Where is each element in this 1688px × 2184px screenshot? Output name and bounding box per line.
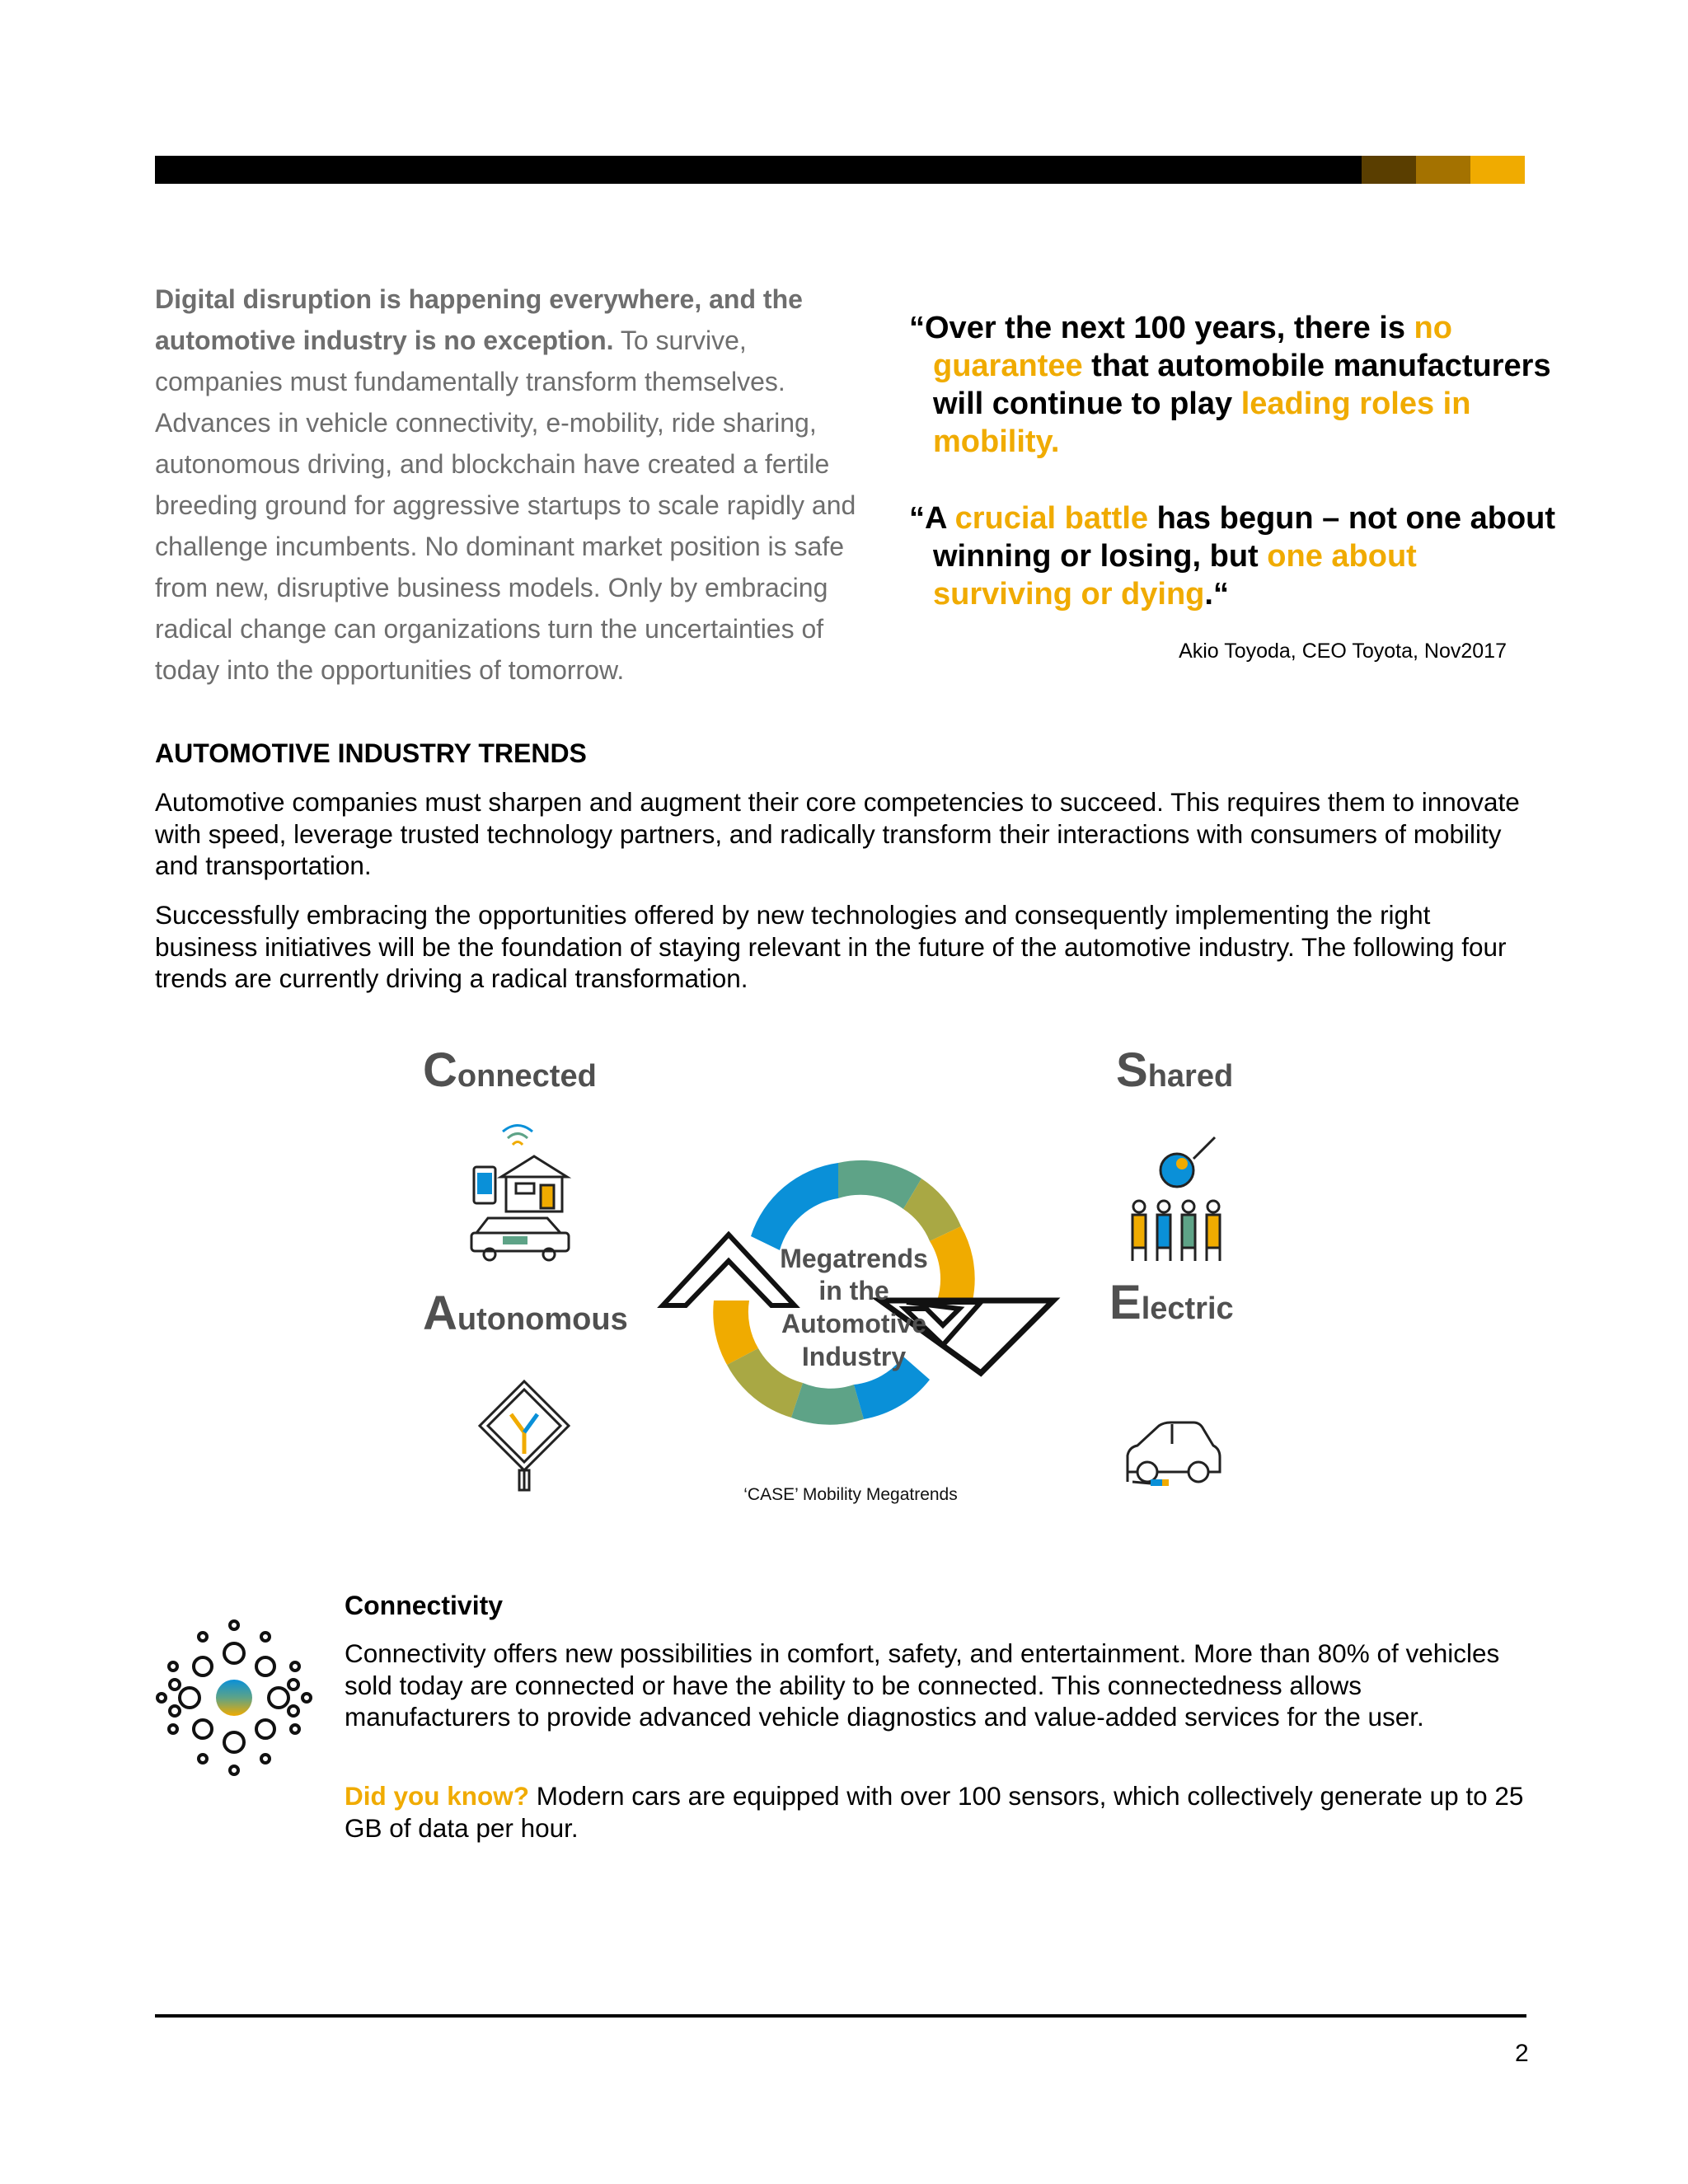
electric-icon bbox=[1128, 1422, 1220, 1486]
header-bar bbox=[155, 156, 1525, 184]
did-you-know bbox=[345, 1780, 1531, 1844]
trend-label-connected: Connected bbox=[423, 1045, 597, 1097]
autonomous-icon bbox=[480, 1381, 569, 1490]
quote-2-text-a: “A bbox=[909, 501, 955, 536]
quote-2-highlight-b: one about surviving or dying bbox=[933, 539, 1417, 612]
intro-body: To survive, companies must fundamentally transform themselves. Advances in vehicle connectivity, e-mobility, ride sharing, autonomous driving, and blockchain have created a fertile breeding ground for aggressive startups to scale rapidly and challenge incumbents. No dominant market position is safe from new, disruptive business models. Only by embracing radical change can organizations turn the uncertainties of today into the opportunities of tomorrow. bbox=[155, 326, 856, 685]
case-megatrends-diagram bbox=[402, 1045, 1276, 1515]
quote-1 bbox=[909, 309, 1559, 461]
connectivity-heading: Connectivity bbox=[345, 1591, 504, 1620]
diagram-caption: ‘CASE’ Mobility Megatrends bbox=[743, 1485, 958, 1504]
quote-2-highlight-a: crucial battle bbox=[954, 501, 1149, 536]
quote-1-text-a: “Over the next 100 years, there is bbox=[909, 311, 1414, 345]
quote-2-text-b: has begun – not one about winning or losing, but bbox=[933, 501, 1556, 574]
connectivity-body: Connectivity offers new possibilities in comfort, safety, and entertainment. More than 80% of vehicles sold today are connected or have the ability to be connected. This connectedness allows manufacturers to provide advanced vehicle diagnostics and value-added services for the user. bbox=[345, 1638, 1500, 1732]
body-paragraph-2: Successfully embracing the opportunities offered by new technologies and consequently implementing the right business initiatives will be the foundation of staying relevant in the future of the automotive industry. The following four trends are currently driving a radical transformation. bbox=[155, 900, 1507, 993]
trend-label-electric: Electric bbox=[1109, 1276, 1234, 1329]
shared-icon bbox=[1132, 1137, 1220, 1261]
center-line-1: Megatrends bbox=[780, 1244, 928, 1273]
trend-label-shared: Shared bbox=[1116, 1045, 1234, 1097]
connectivity-icon bbox=[153, 1617, 315, 1779]
quote-1-text-b: that automobile manufacturers will continue to play bbox=[933, 349, 1551, 421]
intro-lead: Digital disruption is happening everywhere, and the automotive industry is no exception. bbox=[155, 284, 803, 355]
header-swatch-dark bbox=[1362, 156, 1416, 184]
center-line-4: Industry bbox=[801, 1342, 907, 1371]
trend-label-autonomous: Autonomous bbox=[423, 1286, 628, 1340]
quote-attribution: Akio Toyoda, CEO Toyota, Nov2017 bbox=[1179, 640, 1507, 663]
quote-1-highlight-a: no guarantee bbox=[933, 311, 1452, 383]
did-you-know-text: Modern cars are equipped with over 100 sensors, which collectively generate up to 25 GB of data per hour. bbox=[345, 1781, 1524, 1843]
center-line-3: Automotive bbox=[781, 1309, 926, 1338]
connected-icon bbox=[471, 1126, 569, 1261]
ring-upper-blue bbox=[751, 1163, 838, 1250]
header-bar-black bbox=[155, 156, 1362, 184]
footer-rule bbox=[155, 2014, 1526, 2018]
header-swatch-gold bbox=[1470, 156, 1525, 184]
body-paragraph-1: Automotive companies must sharpen and augment their core competencies to succeed. This requires them to innovate with speed, leverage trusted technology partners, and radically transform their interactions with consumers of mobility and transportation. bbox=[155, 787, 1520, 880]
quote-1-highlight-b: leading roles in mobility. bbox=[933, 387, 1471, 459]
section-heading: AUTOMOTIVE INDUSTRY TRENDS bbox=[155, 738, 587, 768]
header-swatch-mid bbox=[1416, 156, 1470, 184]
quote-2 bbox=[909, 499, 1559, 613]
page-number: 2 bbox=[1515, 2040, 1529, 2067]
center-line-2: in the bbox=[818, 1276, 889, 1305]
quote-2-text-c: .“ bbox=[1204, 577, 1229, 612]
did-you-know-label: Did you know? bbox=[345, 1781, 529, 1811]
intro-paragraph bbox=[155, 279, 870, 691]
ring-lower-teal bbox=[791, 1383, 864, 1425]
